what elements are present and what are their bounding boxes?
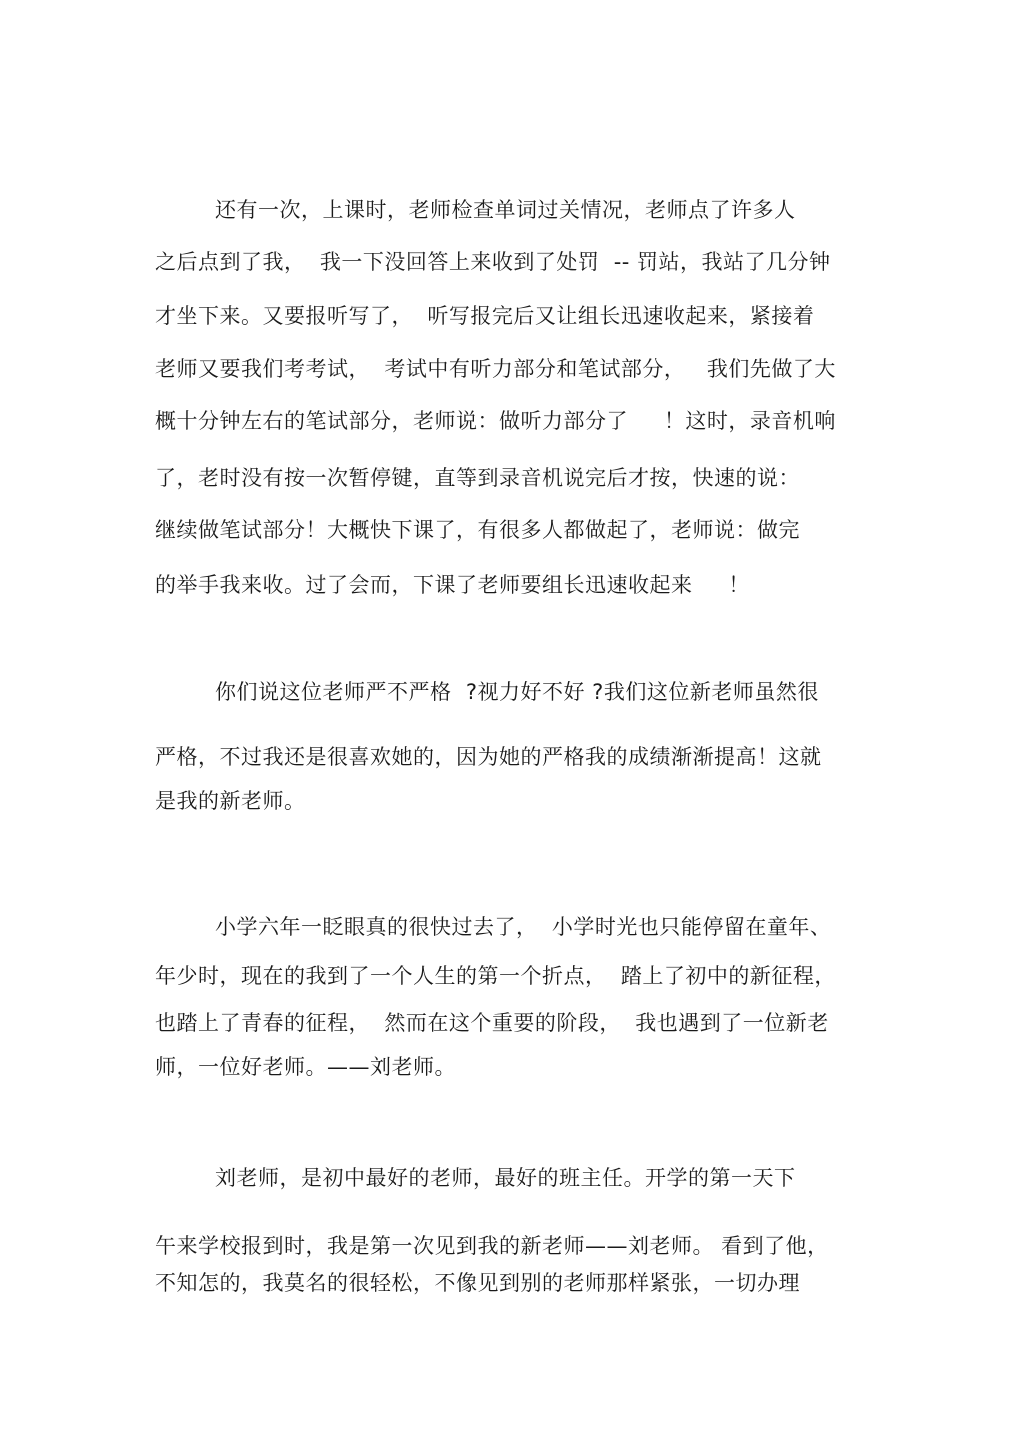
text-line: 午来学校报到时，我是第一次见到我的新老师——刘老师。 看到了他， [155,1234,829,1258]
text-line: 刘老师，是初中最好的老师，最好的班主任。开学的第一天下 [215,1166,796,1190]
text-line: 严格，不过我还是很喜欢她的，因为她的严格我的成绩渐渐提高！这就 [155,745,822,769]
text-line: 你们说这位老师严不严格 ?视力好不好 ?我们这位新老师虽然很 [215,680,819,704]
text-line: 还有一次，上课时，老师检查单词过关情况，老师点了许多人 [215,198,796,222]
text-line: 概十分钟左右的笔试部分，老师说：做听力部分了 ！这时，录音机响 [155,409,836,433]
text-line: 是我的新老师。 [155,789,306,813]
text-line: 不知怎的，我莫名的很轻松，不像见到别的老师那样紧张，一切办理 [155,1271,800,1295]
text-line: 之后点到了我， 我一下没回答上来收到了处罚 -- 罚站，我站了几分钟 [155,250,831,274]
text-line: 也踏上了青春的征程， 然而在这个重要的阶段， 我也遇到了一位新老 [155,1011,829,1035]
text-line: 了，老时没有按一次暂停键，直等到录音机说完后才按，快速的说： [155,466,800,490]
text-line: 的举手我来收。过了会而，下课了老师要组长迅速收起来 ！ [155,573,750,597]
text-line: 继续做笔试部分！大概快下课了，有很多人都做起了，老师说：做完 [155,518,800,542]
text-line: 老师又要我们考考试， 考试中有听力部分和笔试部分， 我们先做了大 [155,357,836,381]
text-line: 师，一位好老师。——刘老师。 [155,1055,456,1079]
text-line: 才坐下来。又要报听写了， 听写报完后又让组长迅速收起来，紧接着 [155,304,815,328]
text-line: 年少时，现在的我到了一个人生的第一个折点， 踏上了初中的新征程， [155,964,836,988]
text-line: 小学六年一眨眼真的很快过去了， 小学时光也只能停留在童年、 [215,915,832,939]
